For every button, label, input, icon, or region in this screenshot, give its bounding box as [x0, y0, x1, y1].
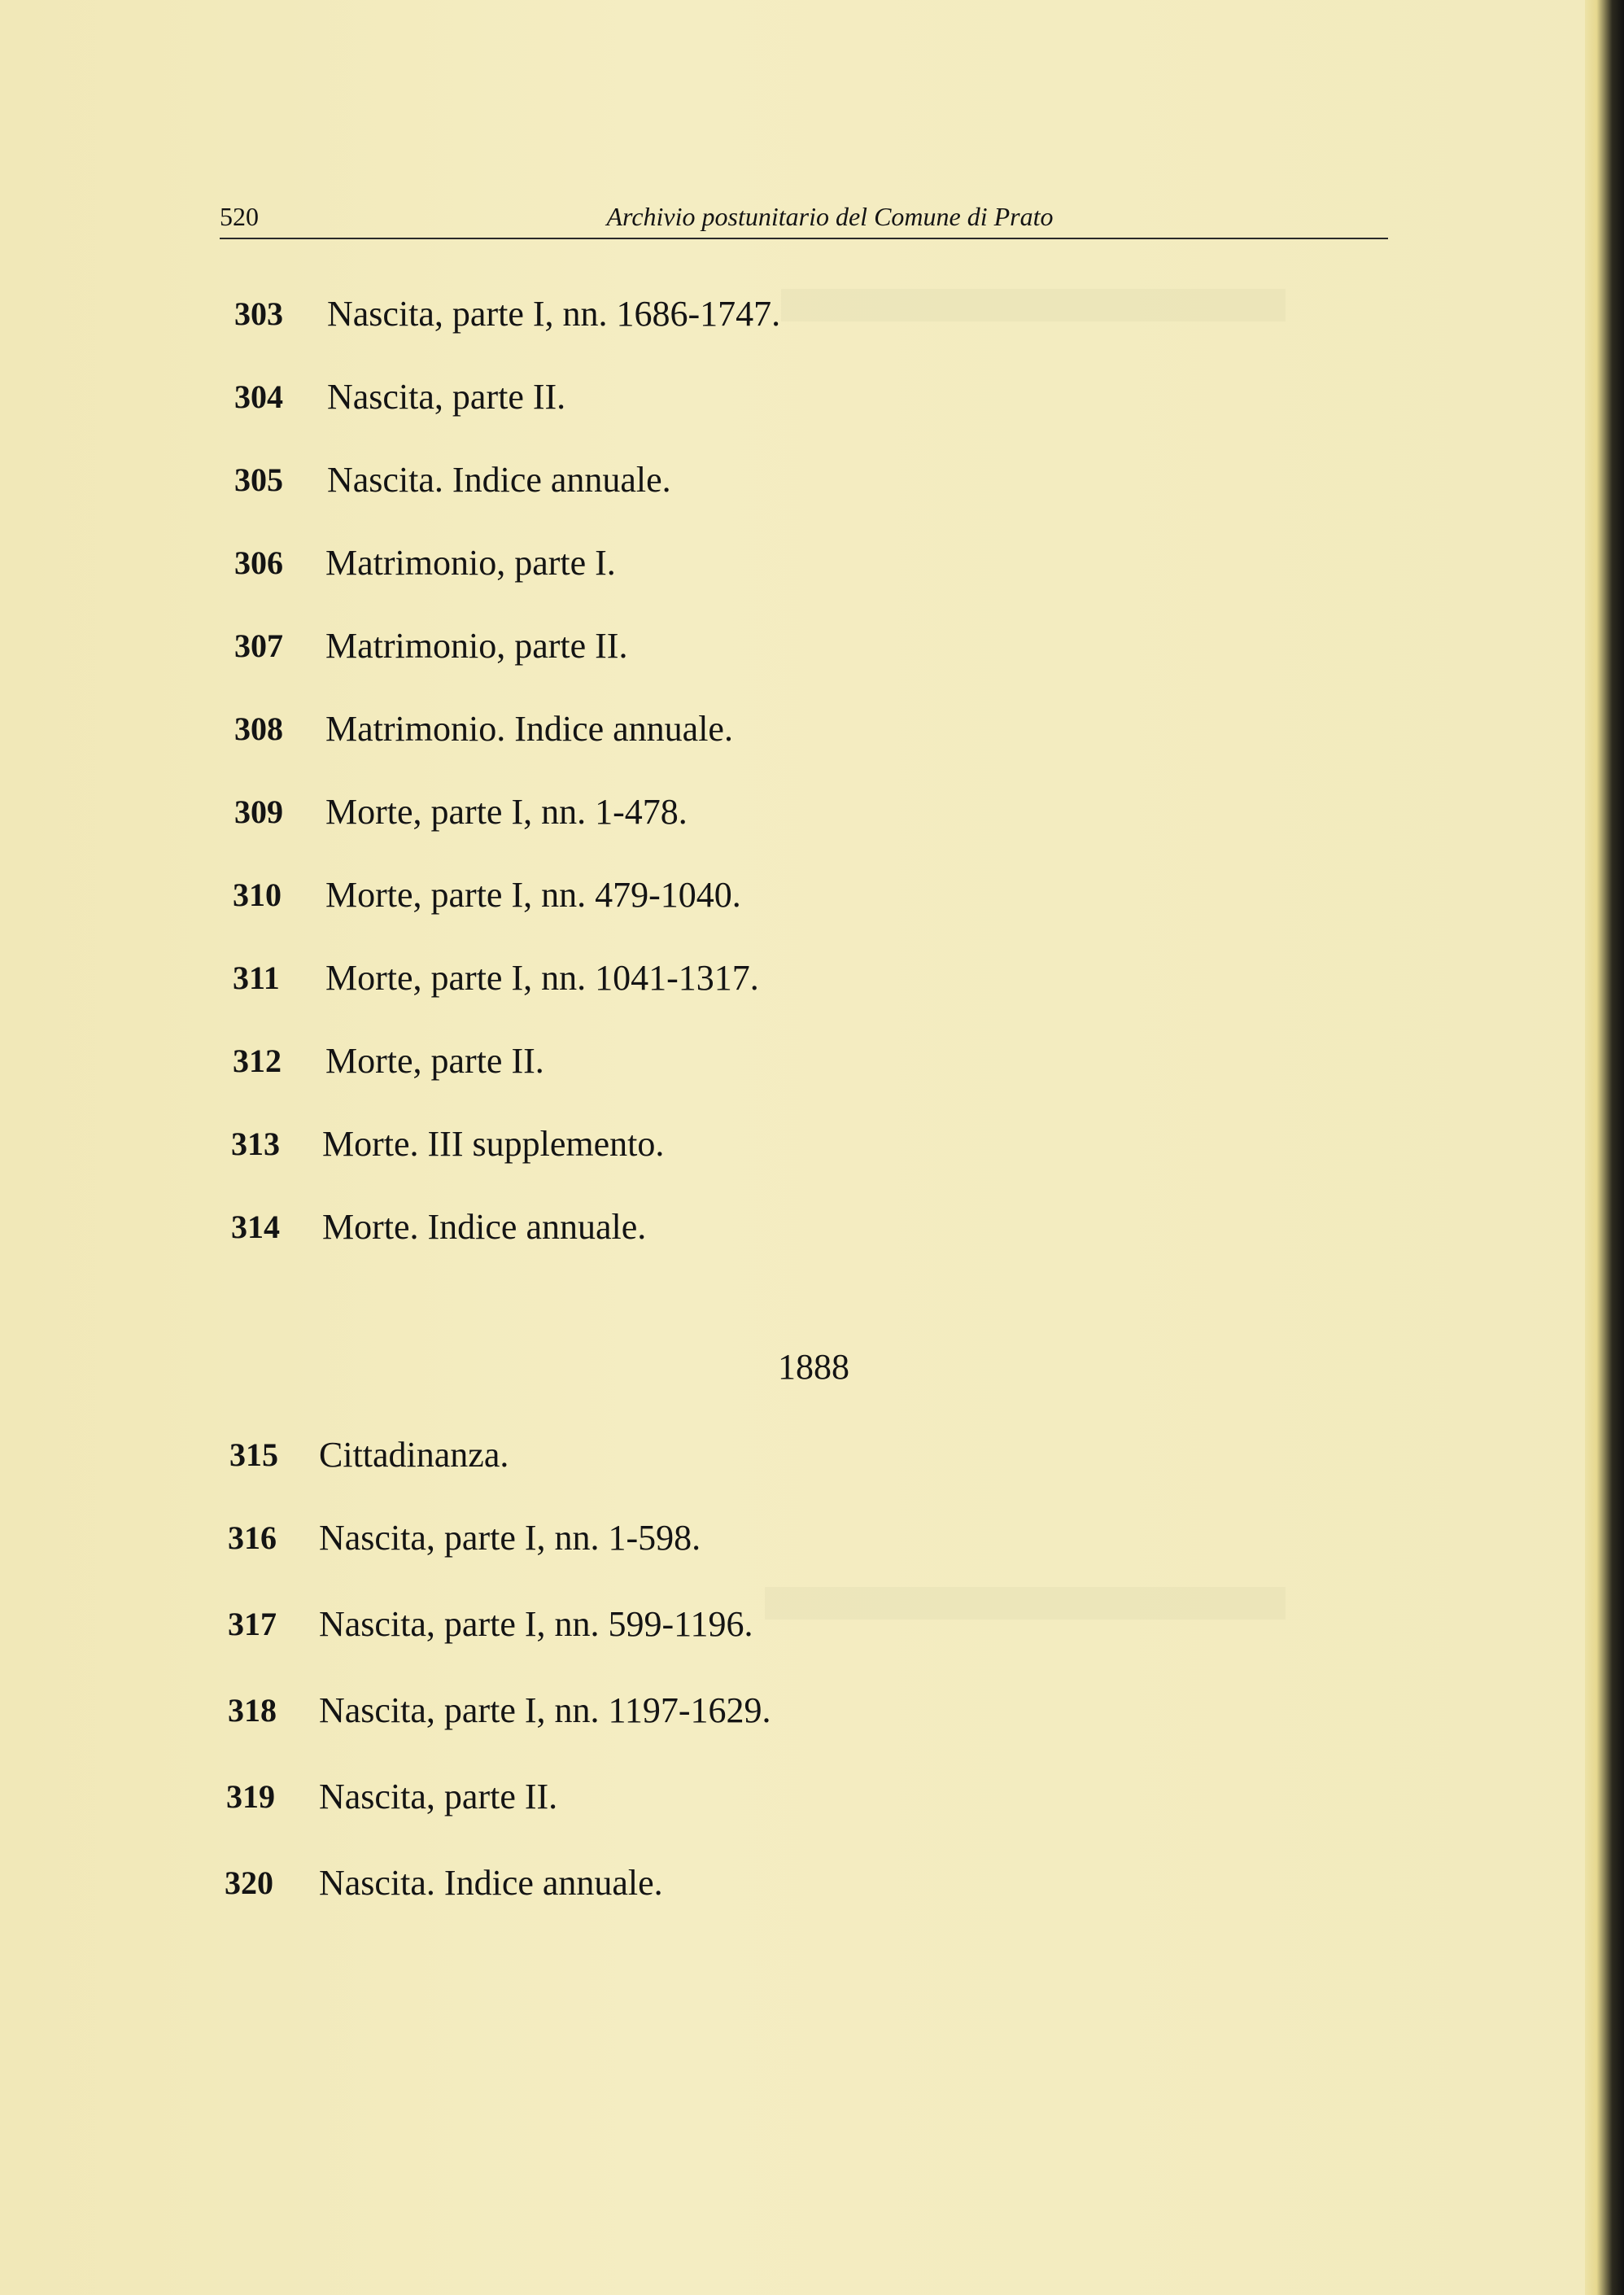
entry-number: 310 — [233, 876, 282, 913]
entry-description: Nascita. Indice annuale. — [327, 460, 671, 500]
entry-description: Nascita. Indice annuale. — [319, 1863, 663, 1903]
entry-description: Nascita, parte I, nn. 1197-1629. — [319, 1690, 771, 1730]
entry-number: 311 — [233, 960, 280, 996]
entry-number: 306 — [234, 544, 283, 581]
entry-number: 312 — [233, 1043, 282, 1079]
entry-description: Cittadinanza. — [319, 1435, 509, 1475]
entry-number: 308 — [234, 710, 283, 747]
entry-description: Morte, parte I, nn. 1-478. — [325, 792, 688, 832]
entry-number: 317 — [228, 1606, 277, 1642]
bleed-through-shadow — [781, 289, 1286, 321]
page-header — [220, 195, 1388, 239]
entry-number: 313 — [231, 1126, 280, 1162]
entry-description: Nascita, parte I, nn. 1686-1747. — [327, 294, 781, 334]
entry-description: Morte, parte II. — [325, 1041, 544, 1081]
entry-number: 318 — [228, 1692, 277, 1729]
entry-description: Morte. III supplemento. — [322, 1124, 665, 1164]
entry-description: Nascita, parte I, nn. 599-1196. — [319, 1604, 753, 1644]
entry-description: Morte, parte I, nn. 479-1040. — [325, 875, 741, 915]
entry-number: 304 — [234, 378, 283, 415]
entry-description: Morte. Indice annuale. — [322, 1207, 647, 1247]
running-title: Archivio postunitario del Comune di Prato — [606, 202, 1054, 231]
entry-number: 319 — [226, 1778, 275, 1815]
bleed-through-shadow — [765, 1587, 1286, 1620]
page-number: 520 — [220, 202, 259, 231]
entry-description: Morte, parte I, nn. 1041-1317. — [325, 958, 759, 998]
entry-number: 305 — [234, 461, 283, 498]
entry-number: 314 — [231, 1209, 280, 1245]
entry-description: Nascita, parte I, nn. 1-598. — [319, 1518, 701, 1558]
entry-number: 303 — [234, 295, 283, 332]
entry-description: Nascita, parte II. — [319, 1777, 558, 1816]
page-edge-shadow — [1585, 0, 1624, 2295]
entry-description: Matrimonio. Indice annuale. — [325, 709, 733, 749]
entry-number: 309 — [234, 793, 283, 830]
entry-number: 320 — [225, 1864, 273, 1901]
entry-number: 316 — [228, 1519, 277, 1556]
entry-number: 307 — [234, 627, 283, 664]
entry-description: Matrimonio, parte I. — [325, 543, 616, 583]
entry-description: Nascita, parte II. — [327, 377, 566, 417]
year-heading: 1888 — [778, 1347, 849, 1387]
entry-description: Matrimonio, parte II. — [325, 626, 628, 666]
entry-number: 315 — [229, 1436, 278, 1473]
